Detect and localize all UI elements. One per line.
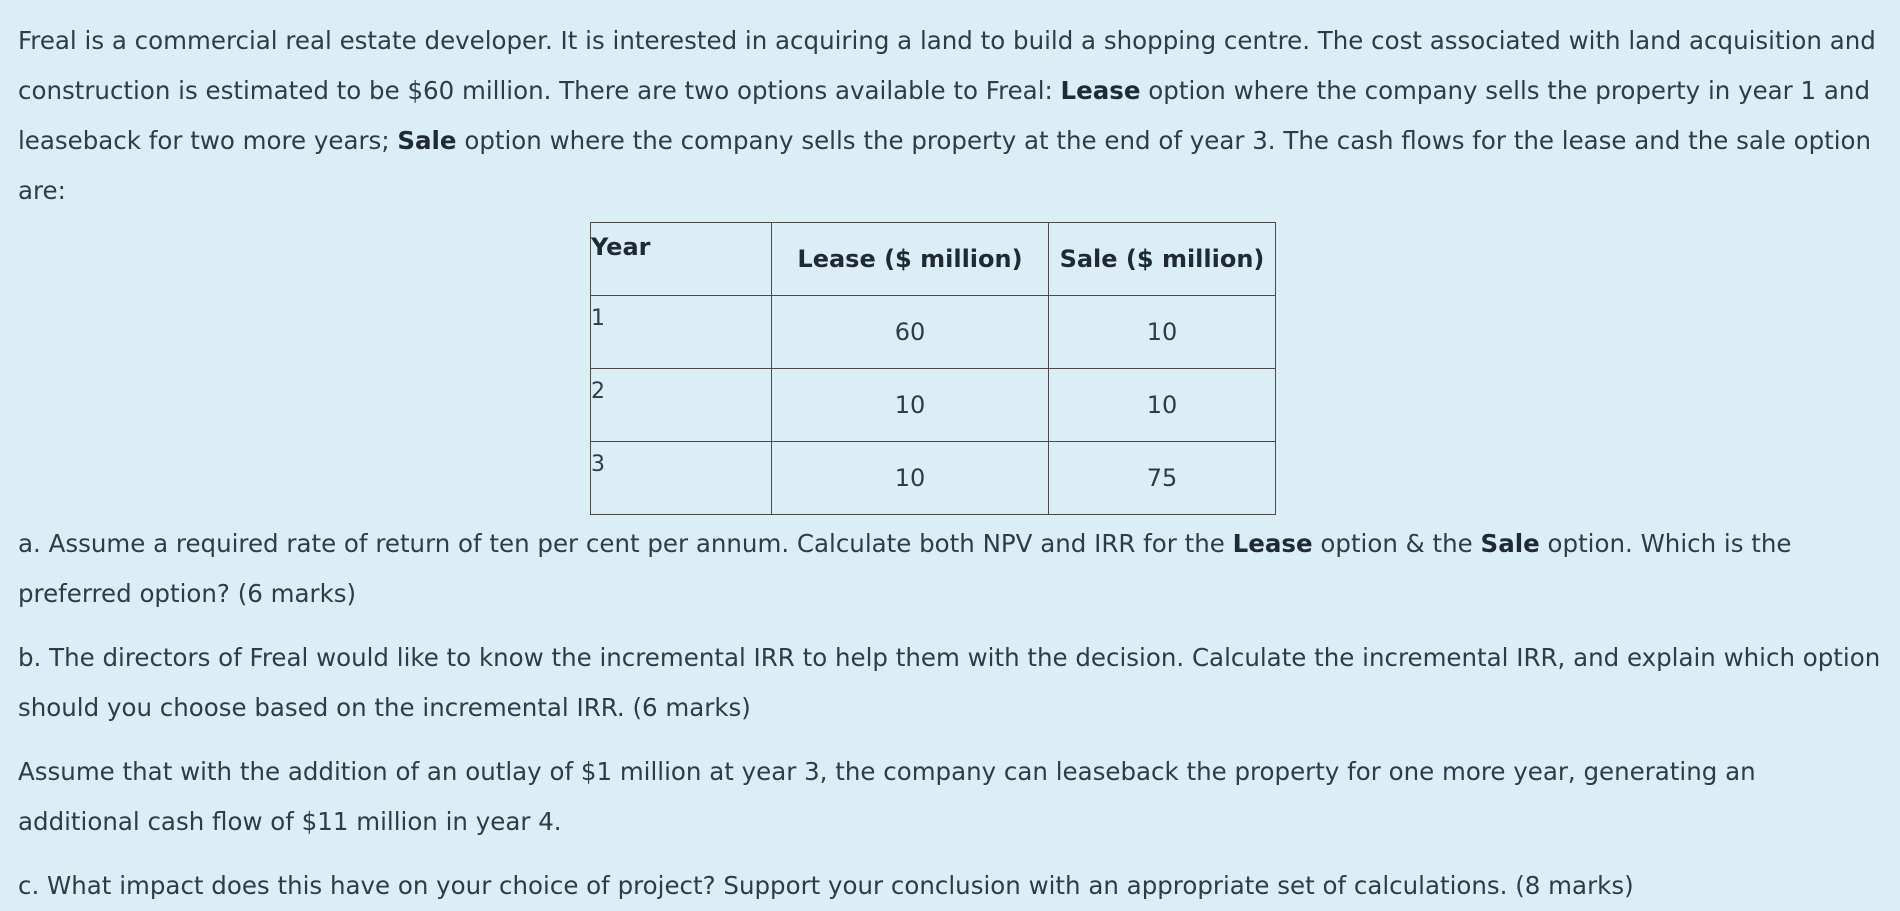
cell-lease: 10 [772, 369, 1049, 442]
question-a-text-3: option. Which is the preferred option? (6 marks) [18, 529, 1792, 608]
lease-term: Lease [1060, 76, 1141, 105]
cell-lease: 60 [772, 296, 1049, 369]
table-row [591, 369, 1276, 442]
cell-sale: 10 [1049, 296, 1276, 369]
question-a-text-1: a. Assume a required rate of return of ten per cent per annum. Calculate both NPV and IRR for the [18, 529, 1233, 558]
cell-sale: 75 [1049, 442, 1276, 515]
cell-year: 2 [591, 369, 772, 442]
assumption-paragraph: Assume that with the addition of an outlay of $1 million at year 3, the company can leaseback the property for one more year, generating an additional cash flow of $11 million in year 4. [18, 757, 1756, 836]
sale-term: Sale [397, 126, 457, 155]
intro-text-3: option where the company sells the property at the end of year 3. The cash flows for the lease and the sale option are: [18, 126, 1872, 205]
intro-text-2: option where the company sells the property in year 1 and leaseback for two more years; [18, 76, 1871, 155]
table-header-row [591, 223, 1276, 296]
table-row [591, 442, 1276, 515]
question-a [18, 519, 1882, 619]
header-year: Year [591, 223, 772, 296]
cell-lease: 10 [772, 442, 1049, 515]
question-a-text-2: option & the [1312, 529, 1481, 558]
cell-year: 1 [591, 296, 772, 369]
question-a-sale-term: Sale [1480, 529, 1540, 558]
intro-paragraph [18, 16, 1882, 216]
cell-sale: 10 [1049, 369, 1276, 442]
table-row [591, 296, 1276, 369]
header-sale: Sale ($ million) [1049, 223, 1276, 296]
intro-text-1: Freal is a commercial real estate developer. It is interested in acquiring a land to build a shopping centre. The cost associated with land acquisition and construction is estimated to be $60 million. There are two options available to Freal: [18, 26, 1876, 105]
question-b: b. The directors of Freal would like to know the incremental IRR to help them with the decision. Calculate the incremental IRR, and explain which option should you choose based on the incremental IRR. (6 marks) [18, 643, 1881, 722]
header-lease: Lease ($ million) [772, 223, 1049, 296]
question-c: c. What impact does this have on your choice of project? Support your conclusion with an appropriate set of calculations. (8 marks) [18, 871, 1634, 900]
question-a-lease-term: Lease [1232, 529, 1313, 558]
cash-flow-table [590, 222, 1276, 515]
cell-year: 3 [591, 442, 772, 515]
